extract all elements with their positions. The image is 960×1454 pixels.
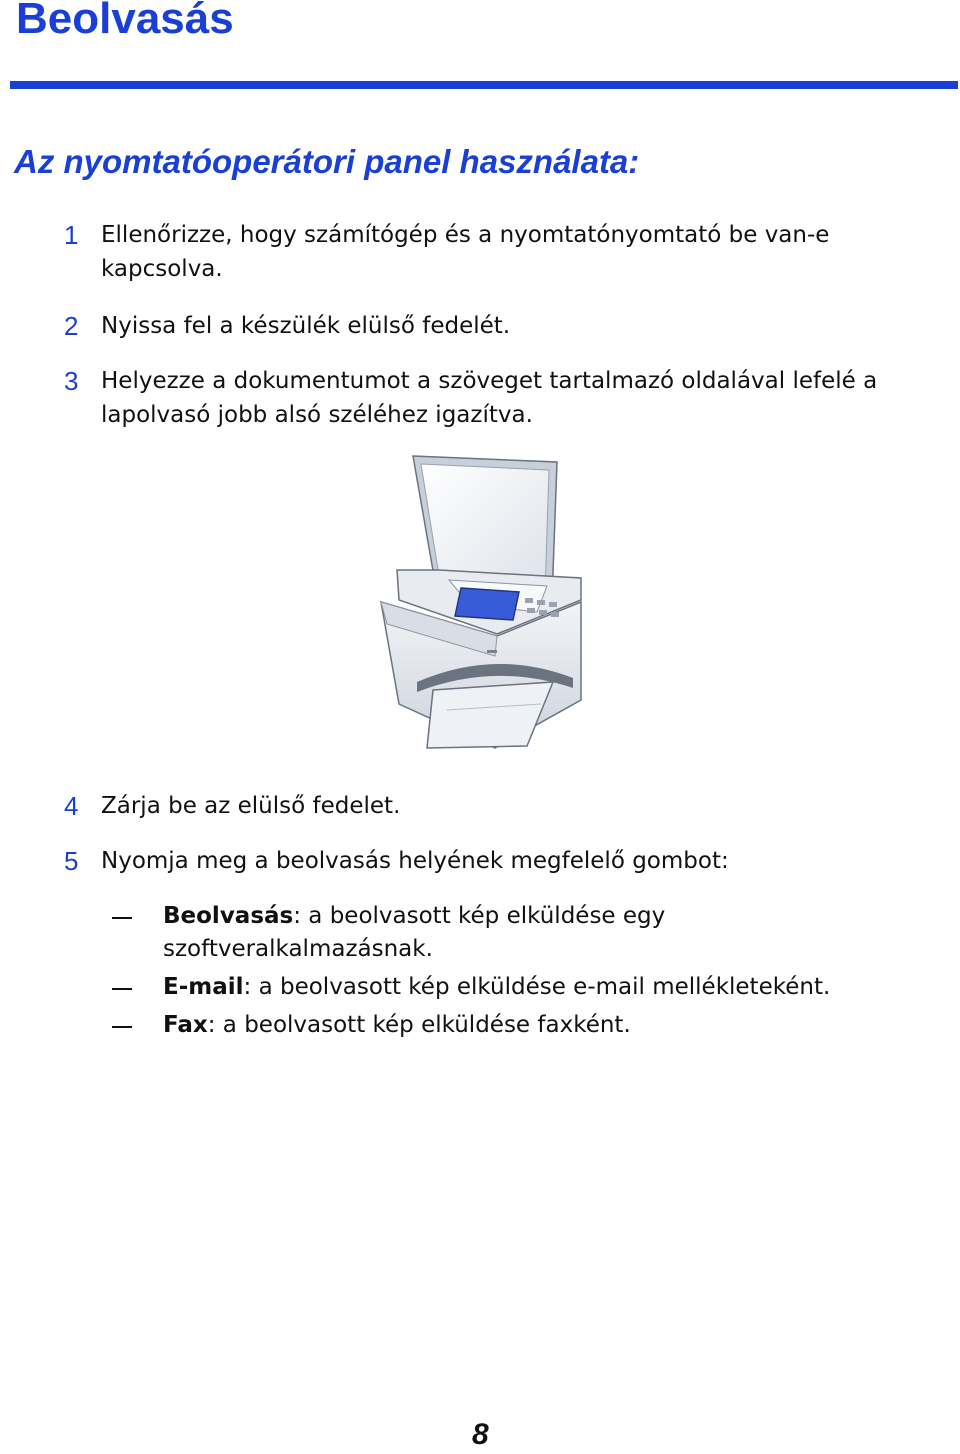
step-text: Nyomja meg a beolvasás helyének megfelelő gombot: [101,848,729,874]
bullet-term: Beolvasás [163,903,294,929]
dash-bullet-icon [112,1026,132,1028]
step-number: 4 [64,791,79,821]
scanner-illustration [377,452,583,750]
step-text: Helyezze a dokumentumot a szöveget tartalmazó oldalával lefelé a lapolvasó jobb alsó széléhez igazítva. [101,368,878,428]
bullet-term: E-mail [163,974,244,1000]
bullet-desc: : a beolvasott kép elküldése faxként. [207,1012,631,1038]
page-number: 8 [472,1418,489,1451]
step-number: 3 [64,366,79,396]
title-divider [10,81,958,89]
all-in-one-printer-icon [377,452,583,750]
bullet-desc: : a beolvasott kép elküldése e-mail mellékleteként. [243,974,831,1000]
bullet-text [163,971,923,1004]
step-number: 2 [64,311,79,341]
step-text: Ellenőrizze, hogy számítógép és a nyomtatónyomtató be van-e kapcsolva. [101,222,830,282]
step-text: Zárja be az elülső fedelet. [101,793,401,819]
bullet-text [163,1009,923,1042]
bullet-text [163,900,923,966]
bullet-term: Fax [163,1012,208,1038]
section-heading: Az nyomtatóoperátori panel használata: [14,143,640,180]
step-number: 1 [64,220,79,250]
page-title: Beolvasás [16,0,234,43]
bullet-desc: : a beolvasott kép elküldése egy szoftveralkalmazásnak. [163,903,666,962]
step-number: 5 [64,846,79,876]
dash-bullet-icon [112,917,132,919]
dash-bullet-icon [112,988,132,990]
step-text: Nyissa fel a készülék elülső fedelét. [101,313,511,339]
